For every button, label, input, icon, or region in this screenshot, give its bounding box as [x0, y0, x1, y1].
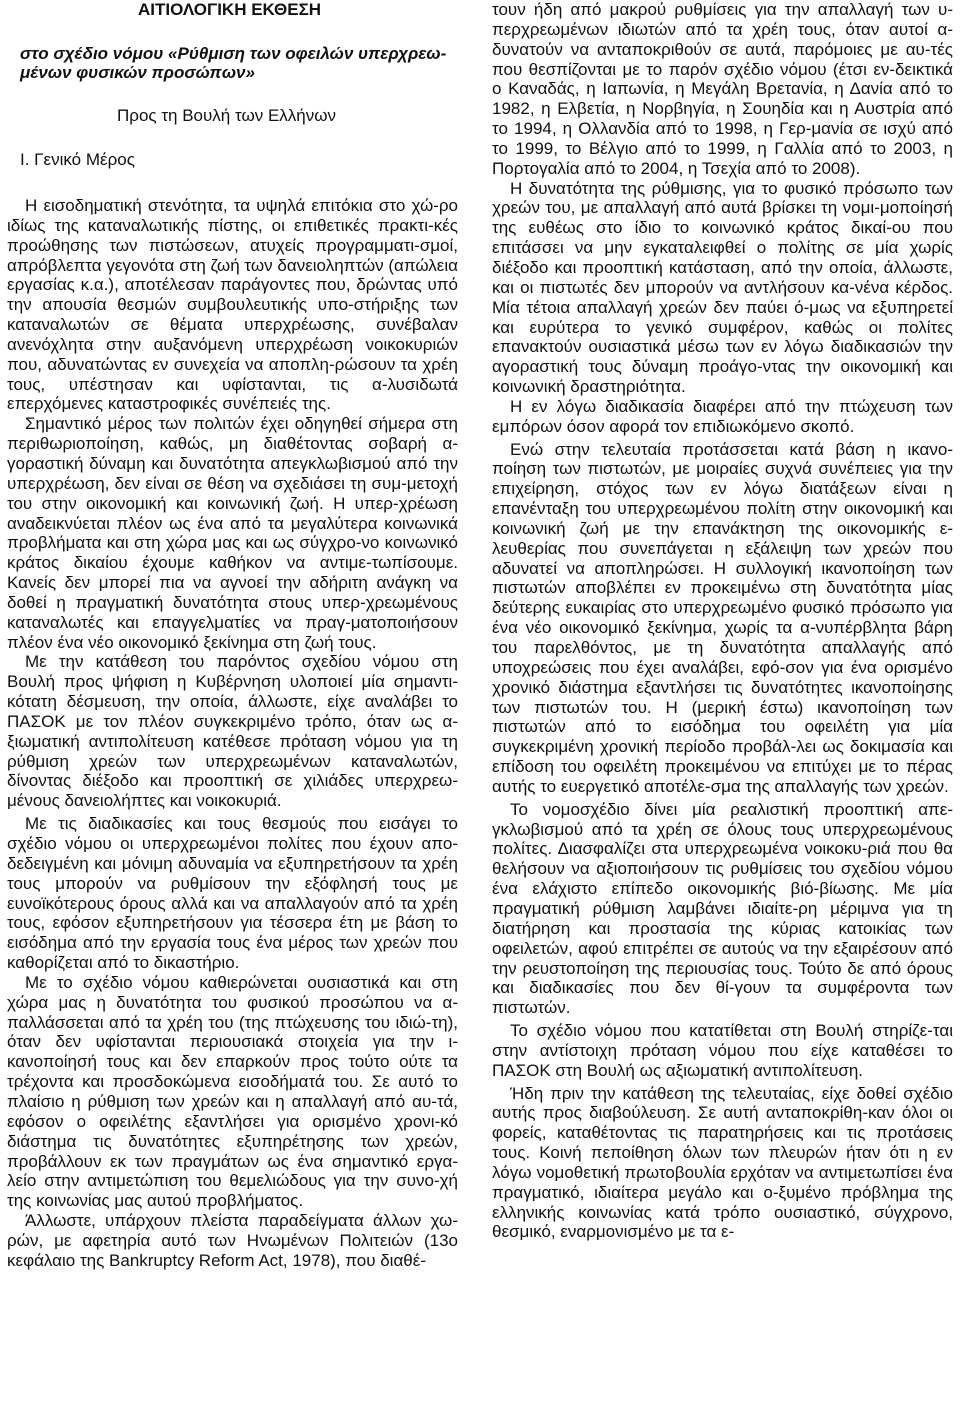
- paragraph: Ήδη πριν την κατάθεση της τελευταίας, είχε δοθεί σχέδιο αυτής προς διαβούλευση. Σε αυτή ανταποκρίθη-καν όλοι οι φορείς, καταθέτοντας τις παρατηρήσεις και τις προτάσεις τους. Κοινή πεποίθηση όλων των πλευρών ήταν ότι η εν λόγω νομοθετική πρωτοβουλία ερχόταν να αντιμετωπίσει ένα πραγματικό, ιδιαίτερα μεγάλο και ο-ξυμένο πρόβλημα της ελληνικής κοινωνίας κατά τρόπο ουσιαστικό, σύγχρονο, θεσμικό, εναρμονισμένο με τα ε-: [492, 1083, 953, 1242]
- paragraph: τουν ήδη από μακρού ρυθμίσεις για την απαλλαγή των υ-περχρεωμένων ιδιωτών από τα χρέη τους, όταν αυτοί α-δυνατούν να ανταποκριθούν σε αυτά, παρόμοιες με αυ-τές που θεσπίζονται με το παρόν σχέδιο νόμου (έτσι εν-δεικτικά ο Καναδάς, η Ιαπωνία, η Μεγάλη Βρετανία, η Δανία από το 1982, η Ελβετία, η Νορβηγία, η Σουηδία και η Αυστρία από το 1994, η Ολλανδία από το 1998, η Γερ-μανία σε ισχύ από το 1999, το Βέλγιο από το 1999, η Γαλλία από το 2003, η Πορτογαλία από το 2004, η Τσεχία από το 2008).: [492, 0, 953, 178]
- paragraph: Με τις διαδικασίες και τους θεσμούς που εισάγει το σχέδιο νόμου οι υπερχρεωμένοι πολίτες που έχουν απο-δεδειγμένη και μόνιμη αδυναμία να εξυπηρετήσουν τα χρέη τους μπορούν να ρυθμίσουν την εξόφλησή τους με ευνοϊκότερους όρους αλλά και να απαλλαγούν από τα χρέη τους, εφόσον εξυπηρετήσουν για τέσσερα έτη με βάση το εισόδημα από την εργασία τους ένα μέρος των χρεών που καθορίζεται από το δικαστήριο.: [7, 814, 458, 973]
- left-column: [7, 196, 458, 1271]
- paragraph: Το σχέδιο νόμου που κατατίθεται στη Βουλή στηρίζε-ται στην αντίστοιχη πρόταση νόμου που είχε καταθέσει το ΠΑΣΟΚ στη Βουλή ως αξιωματική αντιπολίτευση.: [492, 1021, 953, 1080]
- subtitle-line-1: στο σχέδιο νόμου «Ρύθμιση των οφειλών υπερχρεω-: [20, 44, 447, 63]
- paragraph: Σημαντικό μέρος των πολιτών έχει οδηγηθεί σήμερα στη περιθωριοποίηση, καθώς, μη διαθέτοντας σοβαρή α-γοραστική δύναμη και δυνατότητα απεγκλωβισμού από την υπερχρέωση, δεν είναι σε θέση να σχεδιάσει τη συμ-μετοχή του στην οικονομική και κοινωνική ζωή. Η υπερ-χρέωση αναδεικνύεται πλέον ως ένα από τα μεγαλύτερα κοινωνικά προβλήματα και στη χώρα μας και ως σύγχρο-νο κοινωνικό κράτος δικαίου έχουμε καθήκον να αντιμε-τωπίσουμε. Κανείς δεν μπορεί πια να αγνοεί την αδήριτη ανάγκη να δοθεί η πραγματική δυνατότητα στους υπερ-χρεωμένους καταναλωτές και επαγγελματίες να πραγ-ματοποιήσουν πλέον ένα νέο οικονομικό ξεκίνημα στη ζωή τους.: [7, 414, 458, 652]
- document-subtitle: [20, 44, 446, 82]
- right-column: [492, 0, 953, 1242]
- paragraph: Με το σχέδιο νόμου καθιερώνεται ουσιαστικά και στη χώρα μας η δυνατότητα του φυσικού προσώπου να α-παλλάσσεται από τα χρέη του (της πτώχευσης του ιδιώ-τη), όταν δεν υφίστανται περιουσιακά στοιχεία για την ι-κανοποίησή τους και δεν επαρκούν προς τούτο ούτε τα τρέχοντα και προσδοκώμενα εισοδήματά του. Σε αυτό το πλαίσιο η ρύθμιση των χρεών και η απαλλαγή από αυ-τά, εφόσον ο οφειλέτης εξαντλήσει για ορισμένο χρονι-κό διάστημα τις δυνατότητες εξυπηρέτησης των χρεών, προβάλλουν εκ των πραγμάτων ως ένα σημαντικό εργα-λείο στην αντιμετώπιση του θεμελιώδους για την συνο-χή της κοινωνίας μας αυτού προβλήματος.: [7, 972, 458, 1211]
- paragraph: Ενώ στην τελευταία προτάσσεται κατά βάση η ικανο-ποίηση των πιστωτών, με μοιραίες συχνά συνέπειες για την επιχείρηση, στόχος των εν λόγω διατάξεων είναι η επανένταξη του υπερχρεωμένου πολίτη στην οικονομική και κοινωνική ζωή με την επανάκτηση της οικονομικής ε-λευθερίας που συνεπάγεται η εξάλειψη των χρεών που αδυνατεί να αποπληρώσει. Η συλλογική ικανοποίηση των πιστωτών αποβλέπει εν προκειμένω στη δυνατότητα μίας δεύτερης ευκαιρίας στο υπερχρεωμένο φυσικό πρόσωπο για ένα νέο οικονομικό ξεκίνημα, χωρίς τα α-νυπέρβλητα βάρη του παρελθόντος, με τη δυνατότητα απαλλαγής από υποχρεώσεις που έχει αναλάβει, εφό-σον για ένα ορισμένο χρονικό διάστημα εξαντλήσει τις δυνατότητες ικανοποίησης των πιστωτών του. Η (μερική έστω) ικανοποίηση των πιστωτών από το εισόδημα του οφειλέτη για μία συγκεκριμένη χρονική περίοδο προβάλ-λει ως δοκιμασία και επίδοση του οφειλέτη προκειμένου να επιτύχει με το πέρας αυτής το ευεργετικό αποτέλε-σμα της απαλλαγής των χρεών.: [492, 439, 953, 796]
- paragraph: Η εν λόγω διαδικασία διαφέρει από την πτώχευση των εμπόρων όσον αφορά τον επιδιωκόμενο σκοπό.: [492, 396, 953, 436]
- paragraph: Με την κατάθεση του παρόντος σχεδίου νόμου στη Βουλή προς ψήφιση η Κυβέρνηση υλοποιεί μία σημαντι-κότατη δέσμευση, την οποία, άλλωστε, είχε αναλάβει το ΠΑΣΟΚ με τον πλέον συγκεκριμένο τρόπο, όταν ως α-ξιωματική αντιπολίτευση κατέθεσε πρόταση νόμου για τη ρύθμιση χρεών των υπερχρεωμένων καταναλωτών, δίνοντας διέξοδο και προοπτική σε χιλιάδες υπερχρεω-μένους δανειολήπτες και νοικοκυριά.: [7, 652, 458, 811]
- section-heading: Ι. Γενικό Μέρος: [20, 150, 135, 169]
- paragraph: Το νομοσχέδιο δίνει μία ρεαλιστική προοπτική απε-γκλωβισμού από τα χρέη σε όλους τους υπερχρεωμένους πολίτες. Διασφαλίζει στα υπερχρεωμένα νοικοκυ-ριά που θα θελήσουν να αξιοποιήσουν τις ρυθμίσεις του σχεδίου νόμου ένα ελάχιστο επίπεδο οικονομικής βιό-βίωσης. Με μία πραγματική ρύθμιση λαμβάνει ιδιαίτε-ρη μέριμνα για τη διατήρηση και προστασία της κύριας κατοικίας των οφειλετών, αφού επιτρέπει σε αυτούς να την εξαιρέσουν από την ρευστοποίηση της περιουσίας τους. Τούτο δε από όρους και διαδικασίες που δεν θί-γουν τα συμφέροντα των πιστωτών.: [492, 799, 953, 1018]
- subtitle-line-2: μένων φυσικών προσώπων»: [20, 63, 255, 82]
- paragraph: Η εισοδηματική στενότητα, τα υψηλά επιτόκια στο χώ-ρο ιδίως της καταναλωτικής πίστης, οι επιθετικές πρακτι-κές προώθησης των πιστώσεων, ατυχείς προγραμματι-σμοί, απρόβλεπτα γεγονότα στη ζωή των δανειοληπτών (απώλεια εργασίας κ.α.), αποτέλεσαν παράγοντες που, δρώντας υπό την απουσία θεσμών συμβουλευτικής υπο-στήριξης των καταναλωτών σε θέματα υπερχρέωσης, συνέβαλαν ανενόχλητα στην αυξανόμενη υπερχρέωση νοικοκυριών που, αδυνατώντας εν συνεχεία να αποπλη-ρώσουν τα χρέη τους, υπέστησαν και υφίστανται, τις α-λυσιδωτά επερχόμενες καταστροφικές συνέπειές της.: [7, 196, 458, 414]
- addressee: Προς τη Βουλή των Ελλήνων: [117, 106, 337, 125]
- paragraph: Άλλωστε, υπάρχουν πλείστα παραδείγματα άλλων χω-ρών, με αφετηρία αυτό των Ηνωμένων Πολιτειών (13ο κεφάλαιο της Bankruptcy Reform Act, 1978), που διαθέ-: [7, 1211, 458, 1270]
- paragraph: Η δυνατότητα της ρύθμισης, για το φυσικό πρόσωπο των χρεών του, με απαλλαγή από αυτά βρίσκει τη νομι-μοποίησή της ευθέως στο ίδιο το κοινωνικό κράτος δικαί-ου που επιτάσσει να μην εγκαταλειφθεί ο πολίτης σε μία χωρίς διέξοδο και προοπτική κατάσταση, από την οποία, άλλωστε, και οι πιστωτές δεν μπορούν να αντλήσουν κα-νένα κέρδος. Μία τέτοια απαλλαγή χρεών δεν παύει ό-μως να εξυπηρετεί και ευρύτερα το γενικό συμφέρον, καθώς οι πολίτες επανακτούν ουσιαστικά μέσω των εν λόγω διαδικασιών την αγοραστική τους δύναμη προάγο-ντας την οικονομική και κοινωνική δραστηριότητα.: [492, 178, 953, 397]
- document-title: ΑΙΤΙΟΛΟΓΙΚΗ ΕΚΘΕΣΗ: [138, 0, 322, 19]
